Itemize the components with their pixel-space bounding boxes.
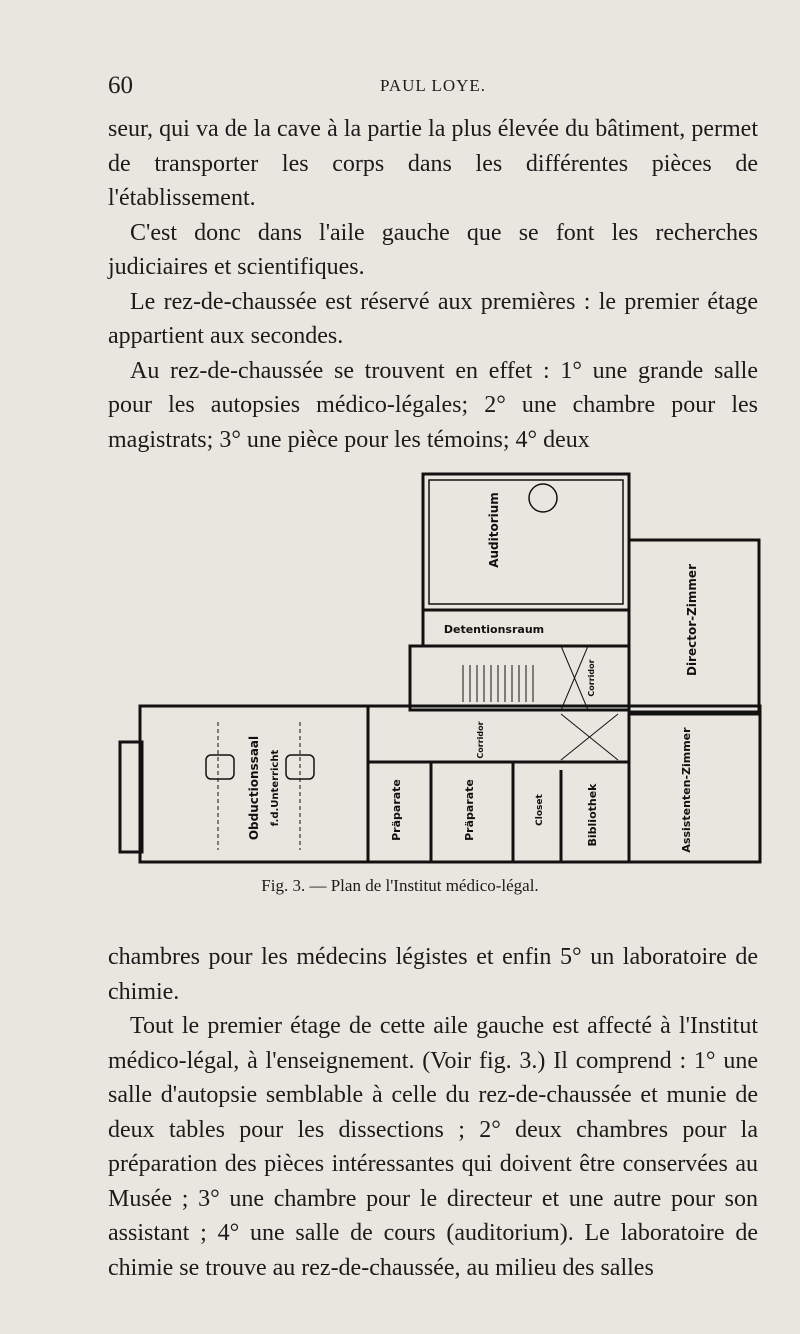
running-head: PAUL LOYE. <box>379 76 487 95</box>
room-label: Assistenten-Zimmer <box>680 727 693 853</box>
figure-caption: Fig. 3. — Plan de l'Institut médico-légal. <box>261 876 539 895</box>
room-label: Obductionssaal <box>247 735 261 841</box>
paragraph: Le rez-de-chaussée est réservé aux premières : le premier étage appartient aux secondes. <box>108 288 758 349</box>
page-header <box>108 72 758 106</box>
floor-plan-drawing <box>118 470 764 866</box>
room-label: Detentionsraum <box>443 623 545 636</box>
room-label: Director-Zimmer <box>685 563 699 677</box>
room-label: Bibliothek <box>586 783 599 847</box>
text-block-top <box>108 112 758 457</box>
text-block-bottom <box>108 940 758 1285</box>
room-label: Corridor <box>587 659 596 697</box>
page-number: 60 <box>108 72 133 99</box>
lower-wing <box>140 706 760 862</box>
paragraph: Au rez-de-chaussée se trouvent en effet : 1° une grande salle pour les autopsies médico-légales; 2° une chambre pour les magistrats; 3° une pièce pour les témoins; 4° deux <box>108 357 758 453</box>
auditorium-room <box>423 474 629 610</box>
room-label: Präparate <box>463 779 476 841</box>
room-label: Corridor <box>476 721 485 759</box>
room-label: f.d.Unterricht <box>270 749 281 827</box>
paragraph: C'est donc dans l'aile gauche que se font les recherches judiciaires et scientifiques. <box>108 219 758 280</box>
floor-plan-figure <box>118 470 764 866</box>
paragraph: Tout le premier étage de cette aile gauche est affecté à l'Institut médico-légal, à l'enseignement. (Voir fig. 3.) Il comprend : 1° une salle d'autopsie semblable à celle du rez-de-chaussée et munie de deux tables pour les dissections ; 2° deux chambres pour la préparation des pièces intéressantes qui doivent être conservées au Musée ; 3° une chambre pour le directeur et une autre pour son assistant ; 4° une salle de cours (auditorium). Le laboratoire de chimie se trouve au rez-de-chaussée, au milieu des salles <box>108 1013 758 1281</box>
paragraph: seur, qui va de la cave à la partie la plus élevée du bâtiment, permet de transporter les corps dans les différentes pièces de l'établissement. <box>108 116 758 211</box>
paragraph: chambres pour les médecins légistes et enfin 5° un laboratoire de chimie. <box>108 944 758 1005</box>
room-label: Closet <box>535 794 545 826</box>
room-label: Auditorium <box>487 492 501 568</box>
room-label: Präparate <box>390 779 403 841</box>
